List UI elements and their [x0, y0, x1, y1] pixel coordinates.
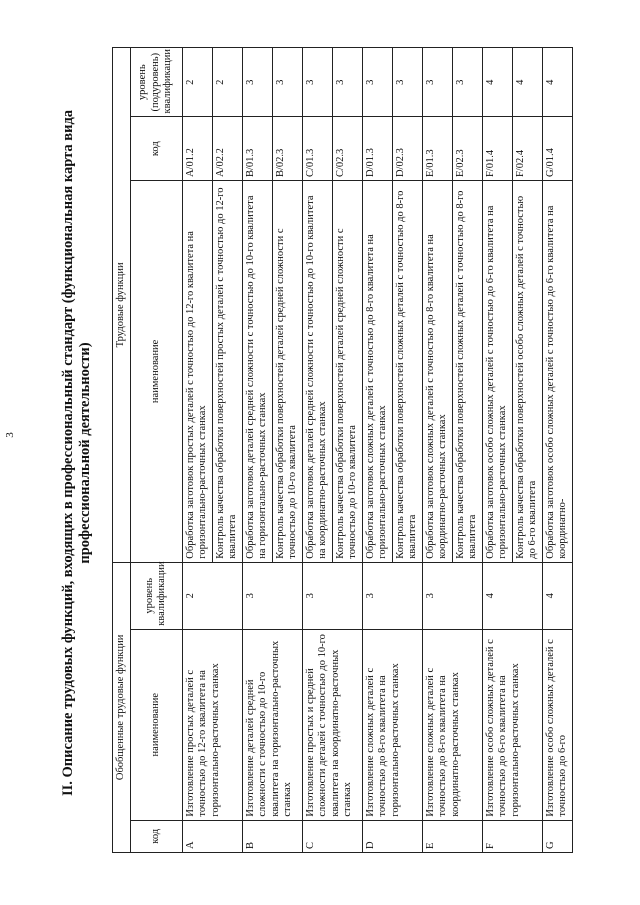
function-code: C/01.3: [302, 117, 332, 181]
function-level: 3: [332, 48, 362, 117]
func-name-header: наименование: [130, 181, 182, 563]
func-level-header: уровень (подуровень) квалификации: [130, 48, 182, 117]
function-level: 3: [452, 48, 482, 117]
function-code: A/02.2: [212, 117, 242, 181]
function-level: 3: [362, 48, 392, 117]
table-row: [242, 48, 272, 853]
function-level: 3: [392, 48, 422, 117]
function-code: E/02.3: [452, 117, 482, 181]
function-code: E/01.3: [422, 117, 452, 181]
function-code: B/01.3: [242, 117, 272, 181]
group-code: E: [422, 820, 482, 852]
functional-map-table: [112, 47, 573, 853]
function-code: G/01.4: [542, 117, 572, 181]
functional-map-table-wrapper: [112, 47, 573, 853]
function-level: 3: [302, 48, 332, 117]
function-name: Обработка заготовок сложных деталей с точностью до 8-го квалитета на координатно-расточных станках: [422, 181, 452, 563]
function-code: D/02.3: [392, 117, 422, 181]
title-line-1: II. Описание трудовых функций, входящих в профессиональный стандарт (функциональная карта вида: [60, 109, 76, 797]
group-code: D: [362, 820, 422, 852]
gen-level-header: уровень квалификации: [130, 562, 182, 629]
section-title: [60, 21, 94, 885]
group-name: Изготовление сложных деталей с точностью до 8-го квалитета на горизонтально-расточных станках: [362, 629, 422, 820]
table-row: [542, 48, 572, 853]
group-name: Изготовление простых деталей с точностью до 12-го квалитета на горизонтально-расточных станках: [182, 629, 242, 820]
function-level: 3: [242, 48, 272, 117]
group-name: Изготовление особо сложных деталей с точностью до 6-го: [542, 629, 572, 820]
function-name: Обработка заготовок деталей средней сложности с точностью до 10-го квалитета на горизонтально-расточных станках: [242, 181, 272, 563]
function-level: 4: [542, 48, 572, 117]
group-level: 4: [542, 562, 572, 629]
function-level: 3: [422, 48, 452, 117]
group-code: F: [482, 820, 542, 852]
function-name: Обработка заготовок сложных деталей с точностью до 8-го квалитета на горизонтально-расточных станках: [362, 181, 392, 563]
function-name: Контроль качества обработки поверхностей деталей средней сложности с точностью до 10-го квалитета: [332, 181, 362, 563]
group-name: Изготовление сложных деталей с точностью до 8-го квалитета на координатно-расточных станках: [422, 629, 482, 820]
group-name: Изготовление простых и средней сложности деталей с точностью до 10-го квалитета на координатно-расточных станках: [302, 629, 362, 820]
group-level: 3: [302, 562, 362, 629]
title-line-2: профессиональной деятельности): [77, 342, 93, 564]
function-level: 3: [272, 48, 302, 117]
function-code: A/01.2: [182, 117, 212, 181]
function-name: Обработка заготовок особо сложных деталей с точностью до 6-го квалитета на горизонтально-расточных станках: [482, 181, 512, 563]
table-row: [302, 48, 332, 853]
table-row: [362, 48, 392, 853]
group-name: Изготовление деталей средней сложности с точностью до 10-го квалитета на горизонтально-расточных станках: [242, 629, 302, 820]
group-level: 3: [422, 562, 482, 629]
table-row: [422, 48, 452, 853]
function-name: Контроль качества обработки поверхностей особо сложных деталей с точностью до 6-го квалитета: [512, 181, 542, 563]
function-name: Обработка заготовок простых деталей с точностью до 12-го квалитета на горизонтально-расточных станках: [182, 181, 212, 563]
page-number: 3: [4, 432, 16, 438]
group-level: 2: [182, 562, 242, 629]
group-level: 3: [362, 562, 422, 629]
table-row: [482, 48, 512, 853]
function-name: Контроль качества обработки поверхностей сложных деталей с точностью до 8-го квалитета: [452, 181, 482, 563]
group-level: 3: [242, 562, 302, 629]
group-code: B: [242, 820, 302, 852]
function-level: 2: [212, 48, 242, 117]
generalized-functions-header: Обобщенные трудовые функции: [113, 562, 131, 852]
function-name: Контроль качества обработки поверхностей сложных деталей с точностью до 8-го квалитета: [392, 181, 422, 563]
table-body: [182, 48, 572, 853]
function-code: D/01.3: [362, 117, 392, 181]
function-name: Контроль качества обработки поверхностей деталей средней сложности с точностью до 10-го квалитета: [272, 181, 302, 563]
function-code: F/02.4: [512, 117, 542, 181]
group-code: C: [302, 820, 362, 852]
group-name: Изготовление особо сложных деталей с точностью до 6-го квалитета на горизонтально-расточных станках: [482, 629, 542, 820]
gen-code-header: код: [130, 820, 182, 852]
function-code: F/01.4: [482, 117, 512, 181]
function-name: Обработка заготовок особо сложных деталей с точностью до 6-го квалитета на координатно-: [542, 181, 572, 563]
function-name: Контроль качества обработки поверхностей простых деталей с точностью до 12-го квалитета: [212, 181, 242, 563]
func-code-header: код: [130, 117, 182, 181]
labor-functions-header: Трудовые функции: [113, 48, 131, 563]
function-code: C/02.3: [332, 117, 362, 181]
function-code: B/02.3: [272, 117, 302, 181]
function-name: Обработка заготовок деталей средней сложности с точностью до 10-го квалитета на координатно-расточных станках: [302, 181, 332, 563]
group-code: G: [542, 820, 572, 852]
function-level: 2: [182, 48, 212, 117]
table-row: [182, 48, 212, 853]
function-level: 4: [512, 48, 542, 117]
group-level: 4: [482, 562, 542, 629]
function-level: 4: [482, 48, 512, 117]
group-code: A: [182, 820, 242, 852]
gen-name-header: наименование: [130, 629, 182, 820]
